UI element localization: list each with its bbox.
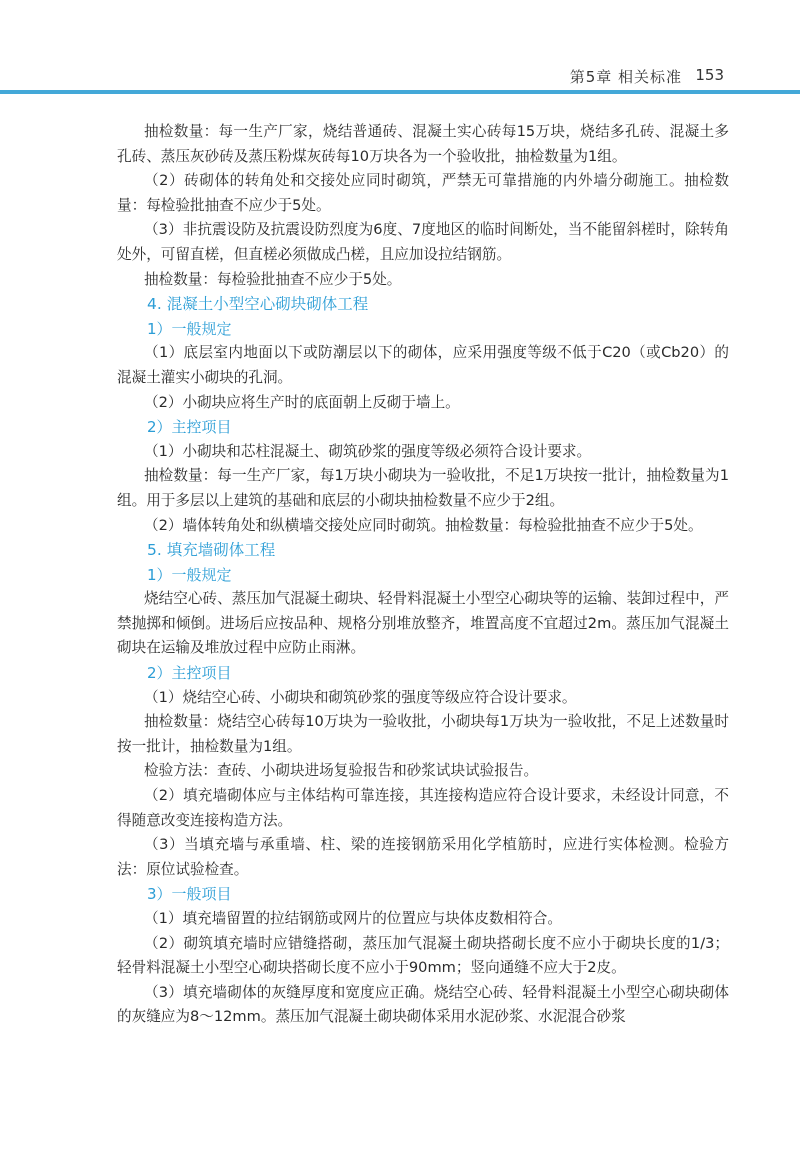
paragraph: 抽检数量：每一生产厂家，烧结普通砖、混凝土实心砖每15万块，烧结多孔砖、混凝土多孔砖、蒸压灰砂砖及蒸压粉煤灰砖每10万块各为一个验收批，抽检数量为1组。 [117, 123, 729, 165]
page-number: 153 [695, 66, 724, 84]
paragraph: （2）墙体转角处和纵横墙交接处应同时砌筑。抽检数量：每检验批抽查不应少于5处。 [144, 516, 703, 534]
paragraph: （1）烧结空心砖、小砌块和砌筑砂浆的强度等级应符合设计要求。 [144, 688, 577, 706]
paragraph: （2）砌筑填充墙时应错缝搭砌，蒸压加气混凝土砌块搭砌长度不应小于砌块长度的1/3；轻骨料混凝土小型空心砌块搭砌长度不应小于90mm；竖向通缝不应大于2皮。 [117, 934, 729, 977]
section-heading: 5. 填充墙砌体工程 [147, 541, 276, 560]
paragraph: （2）小砌块应将生产时的底面朝上反砌于墙上。 [144, 393, 460, 411]
paragraph: （1）底层室内地面以下或防潮层以下的砌体，应采用强度等级不低于C20（或Cb20）的混凝土灌实小砌块的孔洞。 [117, 344, 729, 386]
paragraph: （3）当填充墙与承重墙、柱、梁的连接钢筋采用化学植筋时，应进行实体检测。检验方法：原位试验检查。 [117, 836, 729, 878]
subsection-heading: 1）一般规定 [147, 319, 232, 338]
paragraph: 检验方法：查砖、小砌块进场复验报告和砂浆试块试验报告。 [144, 762, 539, 780]
paragraph: 烧结空心砖、蒸压加气混凝土砌块、轻骨料混凝土小型空心砌块等的运输、装卸过程中，严禁抛掷和倾倒。进场后应按品种、规格分别堆放整齐，堆置高度不宜超过2m。蒸压加气混凝土砌块在运输及堆放过程中应防止雨淋。 [117, 590, 729, 657]
paragraph: （1）小砌块和芯柱混凝土、砌筑砂浆的强度等级必须符合设计要求。 [144, 442, 592, 460]
paragraph: （2）砖砌体的转角处和交接处应同时砌筑，严禁无可靠措施的内外墙分砌施工。抽检数量：每检验批抽查不应少于5处。 [117, 172, 729, 214]
subsection-heading: 1）一般规定 [147, 565, 232, 584]
paragraph: 抽检数量：每检验批抽查不应少于5处。 [144, 270, 402, 288]
section-heading: 4. 混凝土小型空心砌块砌体工程 [147, 295, 369, 314]
paragraph: 抽检数量：烧结空心砖每10万块为一验收批，小砌块每1万块为一验收批，不足上述数量时按一批计，抽检数量为1组。 [117, 713, 729, 755]
paragraph: 抽检数量：每一生产厂家，每1万块小砌块为一验收批，不足1万块按一批计，抽检数量为1组。用于多层以上建筑的基础和底层的小砌块抽检数量不应少于2组。 [117, 467, 729, 509]
header-rule [0, 90, 800, 94]
paragraph: （1）填充墙留置的拉结钢筋或网片的位置应与块体皮数相符合。 [144, 910, 562, 927]
paragraph: （3）非抗震设防及抗震设防烈度为6度、7度地区的临时间断处，当不能留斜槎时，除转角处外，可留直槎，但直槎必须做成凸槎，且应加设拉结钢筋。 [117, 221, 729, 263]
subsection-heading: 3）一般项目 [147, 885, 232, 904]
paragraph: （3）填充墙砌体的灰缝厚度和宽度应正确。烧结空心砖、轻骨料混凝土小型空心砌块砌体的灰缝应为8～12mm。蒸压加气混凝土砌块砌体采用水泥砂浆、水泥混合砂浆 [117, 983, 729, 1026]
subsection-heading: 2）主控项目 [147, 418, 232, 437]
paragraph: （2）填充墙砌体应与主体结构可靠连接，其连接构造应符合设计要求，未经设计同意，不得随意改变连接构造方法。 [117, 787, 729, 829]
subsection-heading: 2）主控项目 [147, 664, 232, 683]
chapter-title: 第5章 相关标准 [569, 68, 682, 86]
body-text [117, 120, 729, 1030]
running-header [0, 62, 800, 92]
